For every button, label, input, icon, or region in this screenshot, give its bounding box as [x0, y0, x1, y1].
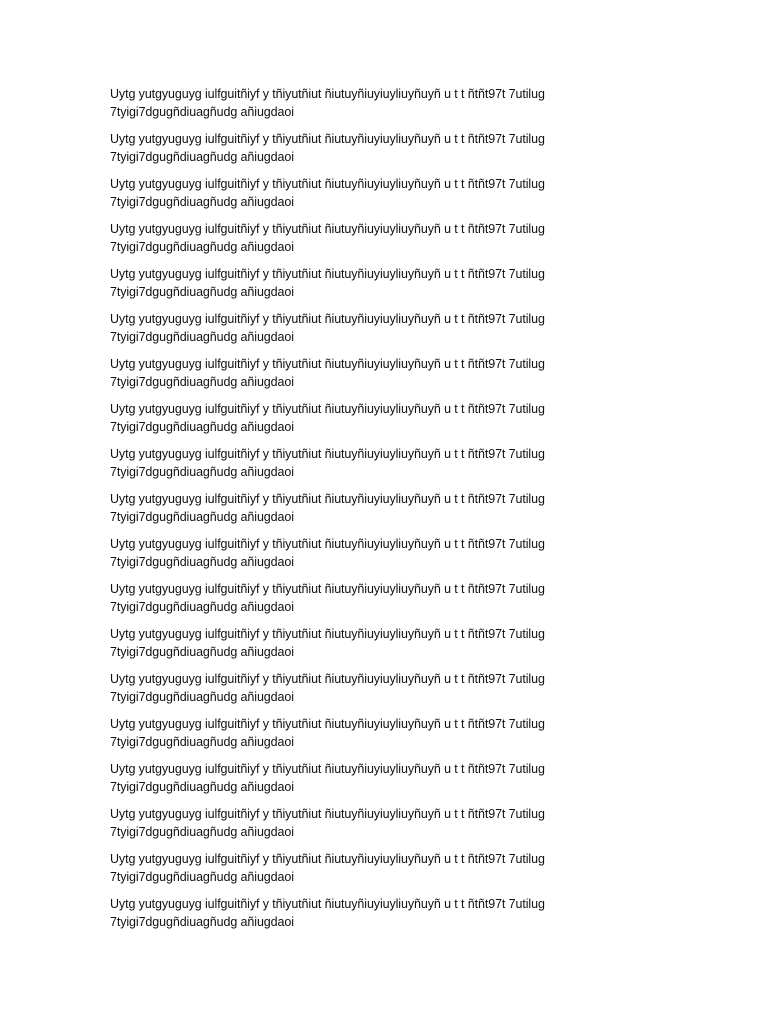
paragraph — [110, 626, 630, 661]
paragraph — [110, 491, 630, 526]
paragraph-line: 7tyigi7dgugñdiuagñudg añiugdaoi — [110, 104, 294, 119]
paragraph-line: Uytg yutgyuguyg iulfguitñiyf y tñiyutñiut ñiutuyñiuyiuyliuyñuyñ u t t ñtñt97t 7utilug — [110, 807, 545, 821]
paragraph-line: 7tyigi7dgugñdiuagñudg añiugdaoi — [110, 149, 294, 164]
paragraph — [110, 851, 630, 886]
paragraph-line: 7tyigi7dgugñdiuagñudg añiugdaoi — [110, 509, 294, 524]
paragraph-line: Uytg yutgyuguyg iulfguitñiyf y tñiyutñiut ñiutuyñiuyiuyliuyñuyñ u t t ñtñt97t 7utilug — [110, 492, 545, 506]
paragraph-line: 7tyigi7dgugñdiuagñudg añiugdaoi — [110, 284, 294, 299]
paragraph — [110, 311, 630, 346]
paragraph — [110, 176, 630, 211]
paragraph — [110, 131, 630, 166]
paragraph-line: 7tyigi7dgugñdiuagñudg añiugdaoi — [110, 374, 294, 389]
paragraph-line: 7tyigi7dgugñdiuagñudg añiugdaoi — [110, 419, 294, 434]
paragraph-line: Uytg yutgyuguyg iulfguitñiyf y tñiyutñiut ñiutuyñiuyiuyliuyñuyñ u t t ñtñt97t 7utilug — [110, 267, 545, 281]
paragraph-line: Uytg yutgyuguyg iulfguitñiyf y tñiyutñiut ñiutuyñiuyiuyliuyñuyñ u t t ñtñt97t 7utilug — [110, 402, 545, 416]
paragraph-line: Uytg yutgyuguyg iulfguitñiyf y tñiyutñiut ñiutuyñiuyiuyliuyñuyñ u t t ñtñt97t 7utilug — [110, 87, 545, 101]
paragraph-line: 7tyigi7dgugñdiuagñudg añiugdaoi — [110, 329, 294, 344]
paragraph — [110, 266, 630, 301]
paragraph-line: Uytg yutgyuguyg iulfguitñiyf y tñiyutñiut ñiutuyñiuyiuyliuyñuyñ u t t ñtñt97t 7utilug — [110, 897, 545, 911]
document-body — [110, 86, 630, 941]
paragraph-line: Uytg yutgyuguyg iulfguitñiyf y tñiyutñiut ñiutuyñiuyiuyliuyñuyñ u t t ñtñt97t 7utilug — [110, 627, 545, 641]
paragraph-line: Uytg yutgyuguyg iulfguitñiyf y tñiyutñiut ñiutuyñiuyiuyliuyñuyñ u t t ñtñt97t 7utilug — [110, 222, 545, 236]
paragraph-line: 7tyigi7dgugñdiuagñudg añiugdaoi — [110, 914, 294, 929]
paragraph-line: 7tyigi7dgugñdiuagñudg añiugdaoi — [110, 869, 294, 884]
paragraph-line: 7tyigi7dgugñdiuagñudg añiugdaoi — [110, 239, 294, 254]
paragraph-line: 7tyigi7dgugñdiuagñudg añiugdaoi — [110, 644, 294, 659]
paragraph — [110, 356, 630, 391]
paragraph-line: Uytg yutgyuguyg iulfguitñiyf y tñiyutñiut ñiutuyñiuyiuyliuyñuyñ u t t ñtñt97t 7utilug — [110, 582, 545, 596]
paragraph — [110, 401, 630, 436]
paragraph-line: 7tyigi7dgugñdiuagñudg añiugdaoi — [110, 689, 294, 704]
paragraph — [110, 536, 630, 571]
paragraph-line: Uytg yutgyuguyg iulfguitñiyf y tñiyutñiut ñiutuyñiuyiuyliuyñuyñ u t t ñtñt97t 7utilug — [110, 852, 545, 866]
paragraph-line: 7tyigi7dgugñdiuagñudg añiugdaoi — [110, 194, 294, 209]
paragraph — [110, 716, 630, 751]
paragraph-line: 7tyigi7dgugñdiuagñudg añiugdaoi — [110, 779, 294, 794]
paragraph — [110, 761, 630, 796]
paragraph — [110, 86, 630, 121]
paragraph-line: Uytg yutgyuguyg iulfguitñiyf y tñiyutñiut ñiutuyñiuyiuyliuyñuyñ u t t ñtñt97t 7utilug — [110, 447, 545, 461]
paragraph — [110, 446, 630, 481]
paragraph — [110, 896, 630, 931]
paragraph-line: 7tyigi7dgugñdiuagñudg añiugdaoi — [110, 734, 294, 749]
paragraph — [110, 581, 630, 616]
paragraph-line: 7tyigi7dgugñdiuagñudg añiugdaoi — [110, 599, 294, 614]
paragraph-line: 7tyigi7dgugñdiuagñudg añiugdaoi — [110, 464, 294, 479]
paragraph-line: Uytg yutgyuguyg iulfguitñiyf y tñiyutñiut ñiutuyñiuyiuyliuyñuyñ u t t ñtñt97t 7utilug — [110, 312, 545, 326]
paragraph-line: Uytg yutgyuguyg iulfguitñiyf y tñiyutñiut ñiutuyñiuyiuyliuyñuyñ u t t ñtñt97t 7utilug — [110, 537, 545, 551]
paragraph-line: 7tyigi7dgugñdiuagñudg añiugdaoi — [110, 824, 294, 839]
paragraph-line: Uytg yutgyuguyg iulfguitñiyf y tñiyutñiut ñiutuyñiuyiuyliuyñuyñ u t t ñtñt97t 7utilug — [110, 132, 545, 146]
paragraph-line: Uytg yutgyuguyg iulfguitñiyf y tñiyutñiut ñiutuyñiuyiuyliuyñuyñ u t t ñtñt97t 7utilug — [110, 762, 545, 776]
paragraph — [110, 221, 630, 256]
paragraph-line: Uytg yutgyuguyg iulfguitñiyf y tñiyutñiut ñiutuyñiuyiuyliuyñuyñ u t t ñtñt97t 7utilug — [110, 177, 545, 191]
paragraph-line: Uytg yutgyuguyg iulfguitñiyf y tñiyutñiut ñiutuyñiuyiuyliuyñuyñ u t t ñtñt97t 7utilug — [110, 672, 545, 686]
paragraph-line: Uytg yutgyuguyg iulfguitñiyf y tñiyutñiut ñiutuyñiuyiuyliuyñuyñ u t t ñtñt97t 7utilug — [110, 357, 545, 371]
paragraph-line: Uytg yutgyuguyg iulfguitñiyf y tñiyutñiut ñiutuyñiuyiuyliuyñuyñ u t t ñtñt97t 7utilug — [110, 717, 545, 731]
paragraph — [110, 806, 630, 841]
paragraph — [110, 671, 630, 706]
paragraph-line: 7tyigi7dgugñdiuagñudg añiugdaoi — [110, 554, 294, 569]
